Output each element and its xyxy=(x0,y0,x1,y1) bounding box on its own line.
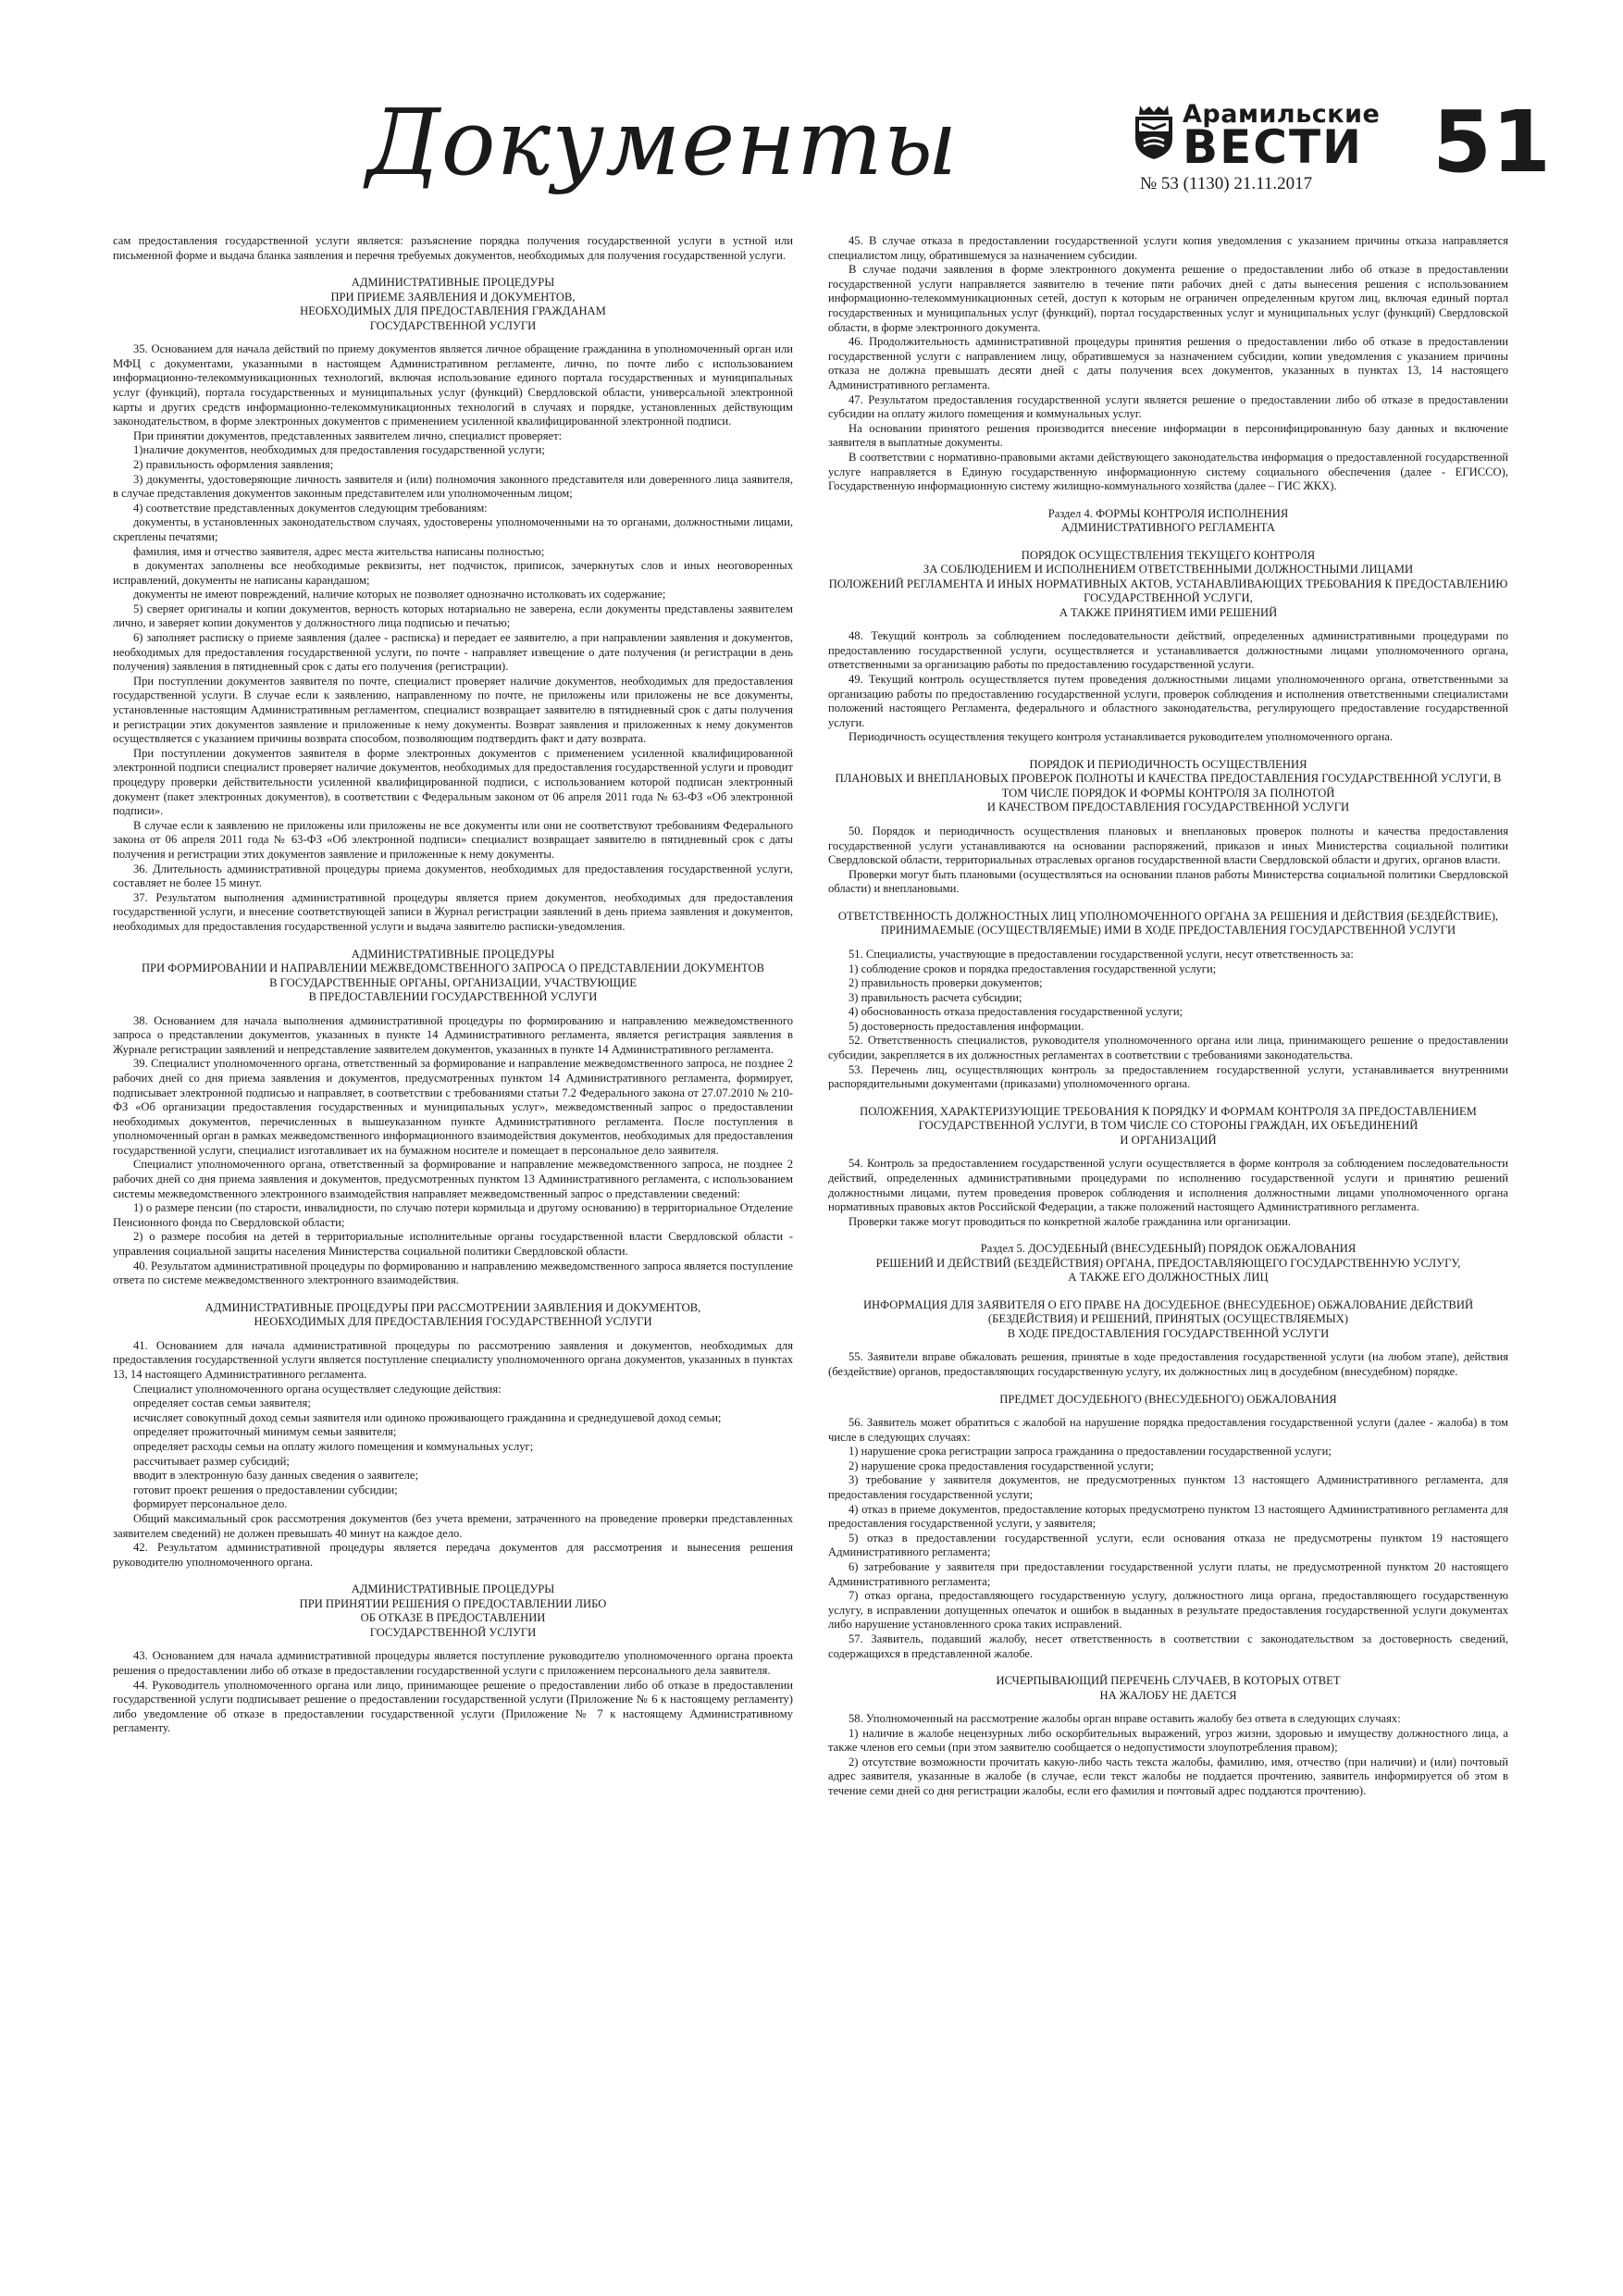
paragraph: 5) достоверность предоставления информации. xyxy=(849,1019,1084,1033)
paragraph: 5) сверяет оригиналы и копии документов, верность которых нотариально не заверена, если документы представлены заявителем лично, и заверяет копии документов у должностного лица подписью и печатью; xyxy=(113,602,793,630)
paragraph: 52. Ответственность специалистов, руководителя уполномоченного органа или лица, принимающего решение о предоставлении субсидии, закрепляется в их должностных регламентах в соответствии с требованиями законодательства. xyxy=(828,1034,1508,1062)
paragraph: 4) обоснованность отказа предоставления государственной услуги; xyxy=(849,1005,1183,1019)
paragraph: 4) соответствие представленных документов следующим требованиям: xyxy=(133,501,488,515)
paragraph: На основании принятого решения производится внесение информации в персонифицированную базу данных и включение заявителя в выплатные документы. xyxy=(828,421,1508,450)
paragraph: 2) нарушение срока предоставления государственной услуги; xyxy=(849,1458,1154,1472)
paragraph: 39. Специалист уполномоченного органа, ответственный за формирование и направление межведомственного запроса, не позднее 2 рабочих дней со дня приема заявления и документов, предусмотренных пунктом 14 Административного регламента, формирует, подписывает электронной подписью и направляет, в соответствии с требованиями статьи 7.2 Федерального закона от 27.07.2010 № 210-ФЗ «Об организации предоставления государственных и муниципальных услуг», межведомственный запрос о предоставлении необходимых документов, перечисленных в вышеуказанном пункте Административного регламента. После поступления в уполномоченный орган в рамках межведомственного информационного взаимодействия документов, необходимых для предоставления государственной услуги, специалист изготавливает их на бумажном носителе и помещает в персональное дело заявителя. xyxy=(113,1057,793,1157)
section-heading: АДМИНИСТРАТИВНЫЕ ПРОЦЕДУРЫ ПРИ ПРИЕМЕ ЗАЯВЛЕНИЯ И ДОКУМЕНТОВ, НЕОБХОДИМЫХ ДЛЯ ПРЕДОСТАВЛЕНИЯ ГРАЖДАНАМ ГОСУДАРСТВЕННОЙ УСЛУГИ xyxy=(300,276,606,332)
section-heading: ПОЛОЖЕНИЯ, ХАРАКТЕРИЗУЮЩИЕ ТРЕБОВАНИЯ К ПОРЯДКУ И ФОРМАМ КОНТРОЛЯ ЗА ПРЕДОСТАВЛЕНИЕМ ГОСУДАРСТВЕННОЙ УСЛУГИ, В ТОМ ЧИСЛЕ СО СТОРОНЫ ГРАЖДАН, ИХ ОБЪЕДИНЕНИЙ И ОРГАНИЗАЦИЙ xyxy=(860,1104,1477,1147)
paragraph: В случае подачи заявления в форме электронного документа решение о предоставлении либо об отказе в предоставлении государственной услуги направляется заявителю в течение пяти рабочих дней с даты вынесения решения с использованием информационно-телекоммуникационных сетей, доступ к которым не ограничен определенным кругом лиц, включая единый портал государственных и муниципальных услуг (функций), портал государственных услуг и муниципальных услуг (функций) Свердловской области, в форме электронного документа. xyxy=(828,263,1508,334)
paragraph: 44. Руководитель уполномоченного органа или лицо, принимающее решение о предоставлении либо об отказе в предоставлении государственной услуги подписывает решение о предоставлении государственной услуги (Приложение № 6 к настоящему регламенту) либо уведомление об отказе в предоставлении государственной услуги (Приложение № 7 к настоящему Административному регламенту. xyxy=(113,1678,793,1735)
section-heading: ПРЕДМЕТ ДОСУДЕБНОГО (ВНЕСУДЕБНОГО) ОБЖАЛОВАНИЯ xyxy=(999,1392,1337,1406)
paragraph: 6) затребование у заявителя при предоставлении государственной услуги платы, не предусмотренной пунктом 20 настоящего Административного регламента; xyxy=(828,1559,1508,1588)
section-heading: Раздел 4. ФОРМЫ КОНТРОЛЯ ИСПОЛНЕНИЯ АДМИНИСТРАТИВНОГО РЕГЛАМЕНТА xyxy=(1047,506,1289,535)
paragraph: документы не имеют повреждений, наличие которых не позволяет однозначно истолковать их содержание; xyxy=(133,588,666,602)
paragraph: В случае если к заявлению не приложены или приложены не все документы или они не соответствуют требованиям Федерального закона от 06 апреля 2011 года № 63-ФЗ «Об электронной подписи» специалист возвращает заявителю в пятидневный срок с даты получения и регистрации этих документов заявление и приложенные к нему документы. xyxy=(113,818,793,861)
paragraph: 43. Основанием для начала административной процедуры является поступление руководителю уполномоченного органа проекта решения о предоставлении либо об отказе в предоставлении государственной услуги с приложением персонального дела заявителя. xyxy=(113,1649,793,1677)
paragraph: При принятии документов, представленных заявителем лично, специалист проверяет: xyxy=(133,428,563,442)
coat-of-arms-icon xyxy=(1131,104,1177,161)
paragraph: Специалист уполномоченного органа осуществляет следующие действия: xyxy=(133,1382,502,1396)
paragraph: 49. Текущий контроль осуществляется путем проведения должностными лицами уполномоченного органа, ответственными за организацию работы по предоставлению государственной услуги, проверок соблюдения и исполнения ответственными специалистами положений настоящего Регламента, федерального и областного законодательства, регулирующего предоставление государственной услуги. xyxy=(828,672,1508,729)
paragraph: 2) отсутствие возможности прочитать какую-либо часть текста жалобы, фамилию, имя, отчество (при наличии) и (или) почтовый адрес заявителя, указанные в жалобе (в случае, если текст жалобы не поддается прочтению, заявитель информируется об этом в течение семи дней со дня регистрации жалобы, если его фамилия и почтовый адрес поддаются прочтению). xyxy=(828,1755,1508,1798)
paragraph: 2) о размере пособия на детей в территориальные исполнительные органы государственной власти Свердловской области - управления социальной защиты населения Министерства социальной политики Свердловской области. xyxy=(113,1230,793,1259)
paragraph: Специалист уполномоченного органа, ответственный за формирование и направление межведомственного запроса, не позднее 2 рабочих дней со дня приема заявления и документов, предусмотренных пунктом 13 Административного регламента, с использованием системы межведомственного электронного взаимодействия направляет межведомственный запрос о представлении сведений: xyxy=(113,1158,793,1200)
paragraph: 58. Уполномоченный на рассмотрение жалобы орган вправе оставить жалобу без ответа в следующих случаях: xyxy=(849,1712,1401,1726)
issue-info: № 53 (1130) 21.11.2017 xyxy=(1140,174,1313,193)
section-title: Документы xyxy=(366,91,959,196)
section-heading: ИНФОРМАЦИЯ ДЛЯ ЗАЯВИТЕЛЯ О ЕГО ПРАВЕ НА ДОСУДЕБНОЕ (ВНЕСУДЕБНОЕ) ОБЖАЛОВАНИЕ ДЕЙСТВИЙ (БЕЗДЕЙСТВИЯ) И РЕШЕНИЙ, ПРИНЯТЫХ (ОСУЩЕСТВЛЯЕМЫХ) В ХОДЕ ПРЕДОСТАВЛЕНИЯ ГОСУДАРСТВЕННОЙ УСЛУГИ xyxy=(862,1297,1474,1340)
paragraph: 1) о размере пенсии (по старости, инвалидности, по случаю потери кормильца и другому основанию) в территориальное Отделение Пенсионного фонда по Свердловской области; xyxy=(113,1201,793,1229)
paragraph: В соответствии с нормативно-правовыми актами действующего законодательства информация о предоставленной государственной услуге направляется в Единую государственную информационную систему социального обеспечения (далее - ЕГИССО), Государственную информационную систему жилищно-коммунального хозяйства (далее – ГИС ЖКХ). xyxy=(828,450,1508,493)
paragraph: 2) правильность проверки документов; xyxy=(849,976,1043,990)
section-heading: АДМИНИСТРАТИВНЫЕ ПРОЦЕДУРЫ ПРИ РАССМОТРЕНИИ ЗАЯВЛЕНИЯ И ДОКУМЕНТОВ, НЕОБХОДИМЫХ ДЛЯ ПРЕДОСТАВЛЕНИЯ ГОСУДАРСТВЕННОЙ УСЛУГИ xyxy=(204,1300,701,1329)
paragraph: 2) правильность оформления заявления; xyxy=(133,457,334,471)
paragraph: определяет прожиточный минимум семьи заявителя; xyxy=(133,1425,397,1439)
paragraph: рассчитывает размер субсидий; xyxy=(133,1454,290,1468)
paragraph: 41. Основанием для начала административной процедуры по рассмотрению заявления и документов, необходимых для предоставления государственной услуги является поступление специалисту уполномоченного органа документов, указанных в пунктах 13, 14 настоящего Административного регламента. xyxy=(113,1338,793,1381)
paragraph: сам предоставления государственной услуги является: разъяснение порядка получения государственной услуги в устной или письменной форме и выдача бланка заявления и перечня требуемых документов, необходимых для получения государственной услуги. xyxy=(113,234,793,262)
paragraph: 46. Продолжительность административной процедуры принятия решения о предоставлении либо об отказе в предоставлении государственной услуги с направлением лицу, обратившемуся за назначением субсидии, копии уведомления с указанием причины отказа не должна превышать десяти дней с даты получения всех документов, указанных в пунктах 13, 14 настоящего Административного регламента. xyxy=(828,335,1508,391)
paragraph: исчисляет совокупный доход семьи заявителя или одиноко проживающего гражданина и среднедушевой доход семьи; xyxy=(133,1410,722,1424)
paragraph: 3) документы, удостоверяющие личность заявителя и (или) полномочия законного представителя или доверенного лица заявителя, в случае представления документов законным представителем или уполномоченным лицом; xyxy=(113,472,793,501)
paragraph: 48. Текущий контроль за соблюдением последовательности действий, определенных административными процедурами по предоставлению государственной услуги, осуществляется и устанавливается должностными лицами уполномоченного органа, ответственными за организацию работы по предоставлению государственной услуги. xyxy=(828,629,1508,672)
paragraph: 5) отказ в предоставлении государственной услуги, если основания отказа не предусмотрены пунктом 19 настоящего Административного регламента; xyxy=(828,1531,1508,1559)
paragraph: 53. Перечень лиц, осуществляющих контроль за предоставлением государственной услуги, устанавливается внутренними распорядительными документами (приказами) уполномоченного органа. xyxy=(828,1062,1508,1091)
paragraph: 1) наличие в жалобе нецензурных либо оскорбительных выражений, угроз жизни, здоровью и имуществу должностного лица, а также членов его семьи (при этом заявителю сообщается о недопустимости злоупотребления правом); xyxy=(828,1726,1508,1755)
paragraph: определяет расходы семьи на оплату жилого помещения и коммунальных услуг; xyxy=(133,1439,534,1453)
paragraph: вводит в электронную базу данных сведения о заявителе; xyxy=(133,1469,419,1483)
paragraph: 36. Длительность административной процедуры приема документов, необходимых для предоставления государственной услуги, составляет не более 15 минут. xyxy=(113,862,793,890)
section-heading: ПОРЯДОК ОСУЩЕСТВЛЕНИЯ ТЕКУЩЕГО КОНТРОЛЯ ЗА СОБЛЮДЕНИЕМ И ИСПОЛНЕНИЕМ ОТВЕТСТВЕННЫМИ ДОЛЖНОСТНЫМИ ЛИЦАМИ ПОЛОЖЕНИЙ РЕГЛАМЕНТА И ИНЫХ НОРМАТИВНЫХ АКТОВ, УСТАНАВЛИВАЮЩИХ ТРЕБОВАНИЯ К ПРЕДОСТАВЛЕНИЮ ГОСУДАРСТВЕННОЙ УСЛУГИ, А ТАКЖЕ ПРИНЯТИЕМ ИМИ РЕШЕНИЙ xyxy=(828,548,1508,619)
paragraph: 42. Результатом административной процедуры является передача документов для рассмотрения и вынесения решения руководителю уполномоченного органа. xyxy=(113,1541,793,1569)
paragraph: 45. В случае отказа в предоставлении государственной услуги копия уведомления с указанием причины отказа направляется специалистом лицу, обратившемуся за назначением субсидии. xyxy=(828,234,1508,262)
section-heading: Раздел 5. ДОСУДЕБНЫЙ (ВНЕСУДЕБНЫЙ) ПОРЯДОК ОБЖАЛОВАНИЯ РЕШЕНИЙ И ДЕЙСТВИЙ (БЕЗДЕЙСТВИЯ) ОРГАНА, ПРЕДОСТАВЛЯЮЩЕГО ГОСУДАРСТВЕННУЮ УСЛУГУ, А ТАКЖЕ ЕГО ДОЛЖНОСТНЫХ ЛИЦ xyxy=(875,1242,1461,1285)
right-column xyxy=(828,234,1508,1799)
paragraph: 1) соблюдение сроков и порядка предоставления государственной услуги; xyxy=(849,962,1217,975)
paragraph: Проверки могут быть плановыми (осуществляться на основании планов работы Министерства социальной политики Свердловской области) и внеплановыми. xyxy=(828,867,1508,896)
paragraph: формирует персональное дело. xyxy=(133,1497,288,1511)
page-number: 51 xyxy=(1432,93,1552,192)
left-column xyxy=(113,234,793,1736)
paragraph: 38. Основанием для начала выполнения административной процедуры по формированию и направлению межведомственного запроса о представлении документов, указанных в пункте 14 Административного регламента, является регистрация заявления в Журнале регистрации заявлений и непредставление заявителем документов, указанных в пункте 14 Административного регламента. xyxy=(113,1013,793,1056)
paragraph: 40. Результатом административной процедуры по формированию и направлению межведомственного запроса является поступление ответа по системе межведомственного электронного взаимодействия. xyxy=(113,1259,793,1287)
paragraph: 3) требование у заявителя документов, не предусмотренных пунктом 13 настоящего Административного регламента, для предоставления государственной услуги; xyxy=(828,1473,1508,1501)
paragraph: 6) заполняет расписку о приеме заявления (далее - расписка) и передает ее заявителю, а при направлении заявления и документов, необходимых для предоставления государственной услуги, по почте - направляет извещение о дате получения (и регистрации в день получения) заявления в пятидневный срок с даты его получения (регистрации). xyxy=(113,631,793,674)
paragraph: 7) отказ органа, предоставляющего государственную услугу, должностного лица органа, предоставляющего государственную услугу, в исправлении допущенных опечаток и ошибок в выданных в результате предоставления государственной услуги документах либо нарушение установленного срока таких исправлений. xyxy=(828,1589,1508,1632)
paragraph: фамилия, имя и отчество заявителя, адрес места жительства написаны полностью; xyxy=(133,544,545,558)
paragraph: готовит проект решения о предоставлении субсидии; xyxy=(133,1483,398,1496)
paragraph: 37. Результатом выполнения административной процедуры является прием документов, необходимых для предоставления государственной услуги, и внесение соответствующей записи в Журнал регистрации заявлений в день приема заявления и документов, необходимых для предоставления государственной услуги и выдача заявителю расписки-уведомления. xyxy=(113,890,793,933)
paragraph: 54. Контроль за предоставлением государственной услуги осуществляется в форме контроля за соблюдением последовательности действий, определенных административными процедурами по исполнению государственной услуги и принятию решений должностными лицами, путем проведения проверок соблюдения и исполнения должностными лицами уполномоченного органа нормативных правовых актов Российской Федерации, а также положений настоящего Административного регламента. xyxy=(828,1157,1508,1214)
paragraph: в документах заполнены все необходимые реквизиты, нет подчисток, приписок, зачеркнутых слов и иных неоговоренных исправлений, документы не написаны карандашом; xyxy=(113,559,793,587)
paragraph: При поступлении документов заявителя по почте, специалист проверяет наличие документов, необходимых для предоставления государственной услуги. В случае если к заявлению, направленному по почте, не приложены или приложены не все документы, установленные настоящим Административным регламентом, специалист возвращает заявителю в пятидневный срок с даты получения и регистрации этих документов заявление и приложенные к нему документы. Возврат заявления и приложенных к нему документов осуществляется с указанием причины возврата способом, позволяющим подтвердить факт и дату возврата. xyxy=(113,674,793,746)
paragraph: 57. Заявитель, подавший жалобу, несет ответственность в соответствии с законодательством за достоверность сведений, содержащихся в представленной жалобе. xyxy=(828,1632,1508,1660)
paragraph: При поступлении документов заявителя в форме электронных документов с применением усиленной квалифицированной электронной подписи специалист проверяет наличие документов, необходимых для предоставления государственной услуги и проводит процедуру проверки действительности усиленной квалифицированной подписи, с использованием которой подписан электронный документ (пакет электронных документов), в соответствии с Федеральным законом от 06 апреля 2011 года № 63-ФЗ «Об электронной подписи». xyxy=(113,746,793,818)
brand-name-main: ВЕСТИ xyxy=(1183,120,1363,174)
section-heading: ПОРЯДОК И ПЕРИОДИЧНОСТЬ ОСУЩЕСТВЛЕНИЯ ПЛАНОВЫХ И ВНЕПЛАНОВЫХ ПРОВЕРОК ПОЛНОТЫ И КАЧЕСТВА ПРЕДОСТАВЛЕНИЯ ГОСУДАРСТВЕННОЙ УСЛУГИ, В ТОМ ЧИСЛЕ ПОРЯДОК И ФОРМЫ КОНТРОЛЯ ЗА ПОЛНОТОЙ И КАЧЕСТВОМ ПРЕДОСТАВЛЕНИЯ ГОСУДАРСТВЕННОЙ УСЛУГИ xyxy=(835,757,1502,814)
paragraph: 1)наличие документов, необходимых для предоставления государственной услуги; xyxy=(133,443,545,457)
paragraph: документы, в установленных законодательством случаях, удостоверены уполномоченными на то органами, должностными лицами, скреплены печатями; xyxy=(113,515,793,543)
paragraph: Общий максимальный срок рассмотрения документов (без учета времени, затраченного на проведение проверки представленных заявителем сведений) не должен превышать 40 минут на каждое дело. xyxy=(113,1511,793,1540)
section-heading: АДМИНИСТРАТИВНЫЕ ПРОЦЕДУРЫ ПРИ ПРИНЯТИИ РЕШЕНИЯ О ПРЕДОСТАВЛЕНИИ ЛИБО ОБ ОТКАЗЕ В ПРЕДОСТАВЛЕНИИ ГОСУДАРСТВЕННОЙ УСЛУГИ xyxy=(299,1582,607,1639)
paragraph: 50. Порядок и периодичность осуществления плановых и внеплановых проверок полноты и качества предоставления государственной услуги устанавливаются на основании распоряжений, приказов и иных Министерства социальной политики Свердловской области, территориальных отраслевых органов государственной власти Свердловской области и других, органов власти. xyxy=(828,824,1508,867)
paragraph: 1) нарушение срока регистрации запроса гражданина о предоставлении государственной услуги; xyxy=(849,1445,1332,1458)
paragraph: 56. Заявитель может обратиться с жалобой на нарушение порядка предоставления государственной услуги (далее - жалоба) в том числе в следующих случаях: xyxy=(828,1416,1508,1444)
paragraph: Проверки также могут проводиться по конкретной жалобе гражданина или организации. xyxy=(849,1214,1292,1228)
section-heading: ИСЧЕРПЫВАЮЩИЙ ПЕРЕЧЕНЬ СЛУЧАЕВ, В КОТОРЫХ ОТВЕТ НА ЖАЛОБУ НЕ ДАЕТСЯ xyxy=(996,1674,1341,1702)
section-heading: АДМИНИСТРАТИВНЫЕ ПРОЦЕДУРЫ ПРИ ФОРМИРОВАНИИ И НАПРАВЛЕНИИ МЕЖВЕДОМСТВЕННОГО ЗАПРОСА О ПРЕДСТАВЛЕНИИ ДОКУМЕНТОВ В ГОСУДАРСТВЕННЫЕ ОРГАНЫ, ОРГАНИЗАЦИИ, УЧАСТВУЮЩИЕ В ПРЕДОСТАВЛЕНИИ ГОСУДАРСТВЕННОЙ УСЛУГИ xyxy=(141,947,765,1004)
paragraph: 51. Специалисты, участвующие в предоставлении государственной услуги, несут ответственность за: xyxy=(849,947,1354,961)
paragraph: 47. Результатом предоставления государственной услуги является решение о предоставлении либо об отказе в предоставлении субсидии на оплату жилого помещения и коммунальных услуг. xyxy=(828,392,1508,421)
paragraph: 4) отказ в приеме документов, предоставление которых предусмотрено пунктом 13 настоящего Административного регламента для предоставления государственной услуги, у заявителя; xyxy=(828,1502,1508,1531)
paragraph: 3) правильность расчета субсидии; xyxy=(849,990,1022,1004)
brand-name-top: Арамильские xyxy=(1183,100,1381,129)
paragraph: 55. Заявители вправе обжаловать решения, принятые в ходе предоставления государственной услуги (на любом этапе), действия (бездействие) органов, предоставляющих государственную услугу, их должностных лиц в досудебном (внесудебном) порядке. xyxy=(828,1350,1508,1378)
section-heading: ОТВЕТСТВЕННОСТЬ ДОЛЖНОСТНЫХ ЛИЦ УПОЛНОМОЧЕННОГО ОРГАНА ЗА РЕШЕНИЯ И ДЕЙСТВИЯ (БЕЗДЕЙСТВИЕ), ПРИНИМАЕМЫЕ (ОСУЩЕСТВЛЯЕМЫЕ) ИМИ В ХОДЕ ПРЕДОСТАВЛЕНИЯ ГОСУДАРСТВЕННОЙ УСЛУГИ xyxy=(837,909,1499,937)
paragraph: определяет состав семьи заявителя; xyxy=(133,1396,311,1410)
paragraph: Периодичность осуществления текущего контроля устанавливается руководителем уполномоченного органа. xyxy=(849,730,1393,744)
paragraph: 35. Основанием для начала действий по приему документов является личное обращение гражданина в уполномоченный орган или МФЦ с документами, указанными в настоящем Административном регламенте, лично, по почте либо с использованием информационно-телекоммуникационных технологий, включая использование единого портала государственных и муниципальных услуг (функций), портала государственных и муниципальных услуг (функций) Свердловской области, универсальной электронной карты и других средств информационно-телекоммуникационных технологий в случаях и порядке, установленных действующим законодательством, в форме электронных документов с применением усиленной квалифицированной электронной подписи. xyxy=(113,342,793,428)
